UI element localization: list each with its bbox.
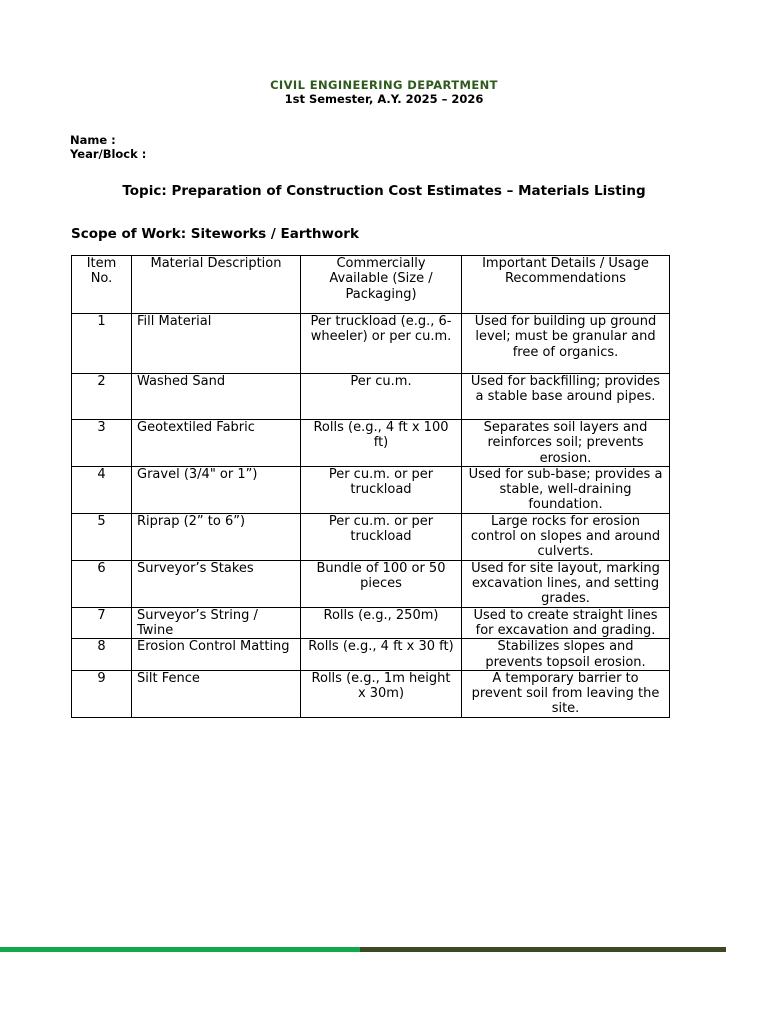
table-row bbox=[72, 314, 670, 374]
usage-details-cell: Used for sub-base; provides a stable, well-draining foundation. bbox=[462, 466, 670, 513]
size-packaging-cell: Per cu.m. or per truckload bbox=[301, 466, 462, 513]
header-usage-details: Important Details / Usage Recommendations bbox=[462, 256, 670, 314]
item-no-cell: 4 bbox=[72, 466, 132, 513]
header-material-description: Material Description bbox=[132, 256, 301, 314]
material-description-cell: Riprap (2” to 6”) bbox=[132, 513, 301, 560]
usage-details-cell: Used to create straight lines for excavation and grading. bbox=[462, 607, 670, 639]
size-packaging-cell: Bundle of 100 or 50 pieces bbox=[301, 560, 462, 607]
item-no-cell: 5 bbox=[72, 513, 132, 560]
table-row bbox=[72, 374, 670, 420]
item-no-cell: 1 bbox=[72, 314, 132, 374]
size-packaging-cell: Rolls (e.g., 4 ft x 30 ft) bbox=[301, 639, 462, 671]
item-no-cell: 9 bbox=[72, 670, 132, 717]
table-row bbox=[72, 670, 670, 717]
item-no-cell: 6 bbox=[72, 560, 132, 607]
material-description-cell: Gravel (3/4" or 1”) bbox=[132, 466, 301, 513]
usage-details-cell: Separates soil layers and reinforces soil; prevents erosion. bbox=[462, 420, 670, 467]
table-row bbox=[72, 513, 670, 560]
usage-details-cell: Used for building up ground level; must be granular and free of organics. bbox=[462, 314, 670, 374]
material-description-cell: Geotextiled Fabric bbox=[132, 420, 301, 467]
size-packaging-cell: Per cu.m. bbox=[301, 374, 462, 420]
materials-table bbox=[71, 255, 670, 718]
department-heading: CIVIL ENGINEERING DEPARTMENT bbox=[270, 78, 498, 92]
material-description-cell: Washed Sand bbox=[132, 374, 301, 420]
item-no-cell: 3 bbox=[72, 420, 132, 467]
size-packaging-cell: Rolls (e.g., 4 ft x 100 ft) bbox=[301, 420, 462, 467]
table-row bbox=[72, 466, 670, 513]
size-packaging-cell: Rolls (e.g., 250m) bbox=[301, 607, 462, 639]
usage-details-cell: Large rocks for erosion control on slopes and around culverts. bbox=[462, 513, 670, 560]
name-field-label: Name : bbox=[70, 133, 116, 147]
topic-heading: Topic: Preparation of Construction Cost Estimates – Materials Listing bbox=[122, 183, 646, 199]
usage-details-cell: Used for site layout, marking excavation lines, and setting grades. bbox=[462, 560, 670, 607]
item-no-cell: 8 bbox=[72, 639, 132, 671]
item-no-cell: 2 bbox=[72, 374, 132, 420]
footer-accent-bar-green bbox=[0, 947, 360, 952]
table-row bbox=[72, 607, 670, 639]
scope-heading: Scope of Work: Siteworks / Earthwork bbox=[71, 226, 359, 242]
table-row bbox=[72, 639, 670, 671]
material-description-cell: Silt Fence bbox=[132, 670, 301, 717]
usage-details-cell: Used for backfilling; provides a stable base around pipes. bbox=[462, 374, 670, 420]
material-description-cell: Surveyor’s Stakes bbox=[132, 560, 301, 607]
usage-details-cell: Stabilizes slopes and prevents topsoil erosion. bbox=[462, 639, 670, 671]
size-packaging-cell: Per truckload (e.g., 6-wheeler) or per cu.m. bbox=[301, 314, 462, 374]
item-no-cell: 7 bbox=[72, 607, 132, 639]
table-header-row bbox=[72, 256, 670, 314]
table-row bbox=[72, 420, 670, 467]
material-description-cell: Surveyor’s String / Twine bbox=[132, 607, 301, 639]
size-packaging-cell: Per cu.m. or per truckload bbox=[301, 513, 462, 560]
header-size-packaging: Commercially Available (Size / Packaging) bbox=[301, 256, 462, 314]
material-description-cell: Erosion Control Matting bbox=[132, 639, 301, 671]
header-item-no: Item No. bbox=[72, 256, 132, 314]
year-block-field-label: Year/Block : bbox=[70, 147, 147, 161]
material-description-cell: Fill Material bbox=[132, 314, 301, 374]
footer-accent-bar-olive bbox=[360, 947, 726, 952]
usage-details-cell: A temporary barrier to prevent soil from leaving the site. bbox=[462, 670, 670, 717]
size-packaging-cell: Rolls (e.g., 1m height x 30m) bbox=[301, 670, 462, 717]
table-row bbox=[72, 560, 670, 607]
semester-line: 1st Semester, A.Y. 2025 – 2026 bbox=[284, 92, 484, 106]
